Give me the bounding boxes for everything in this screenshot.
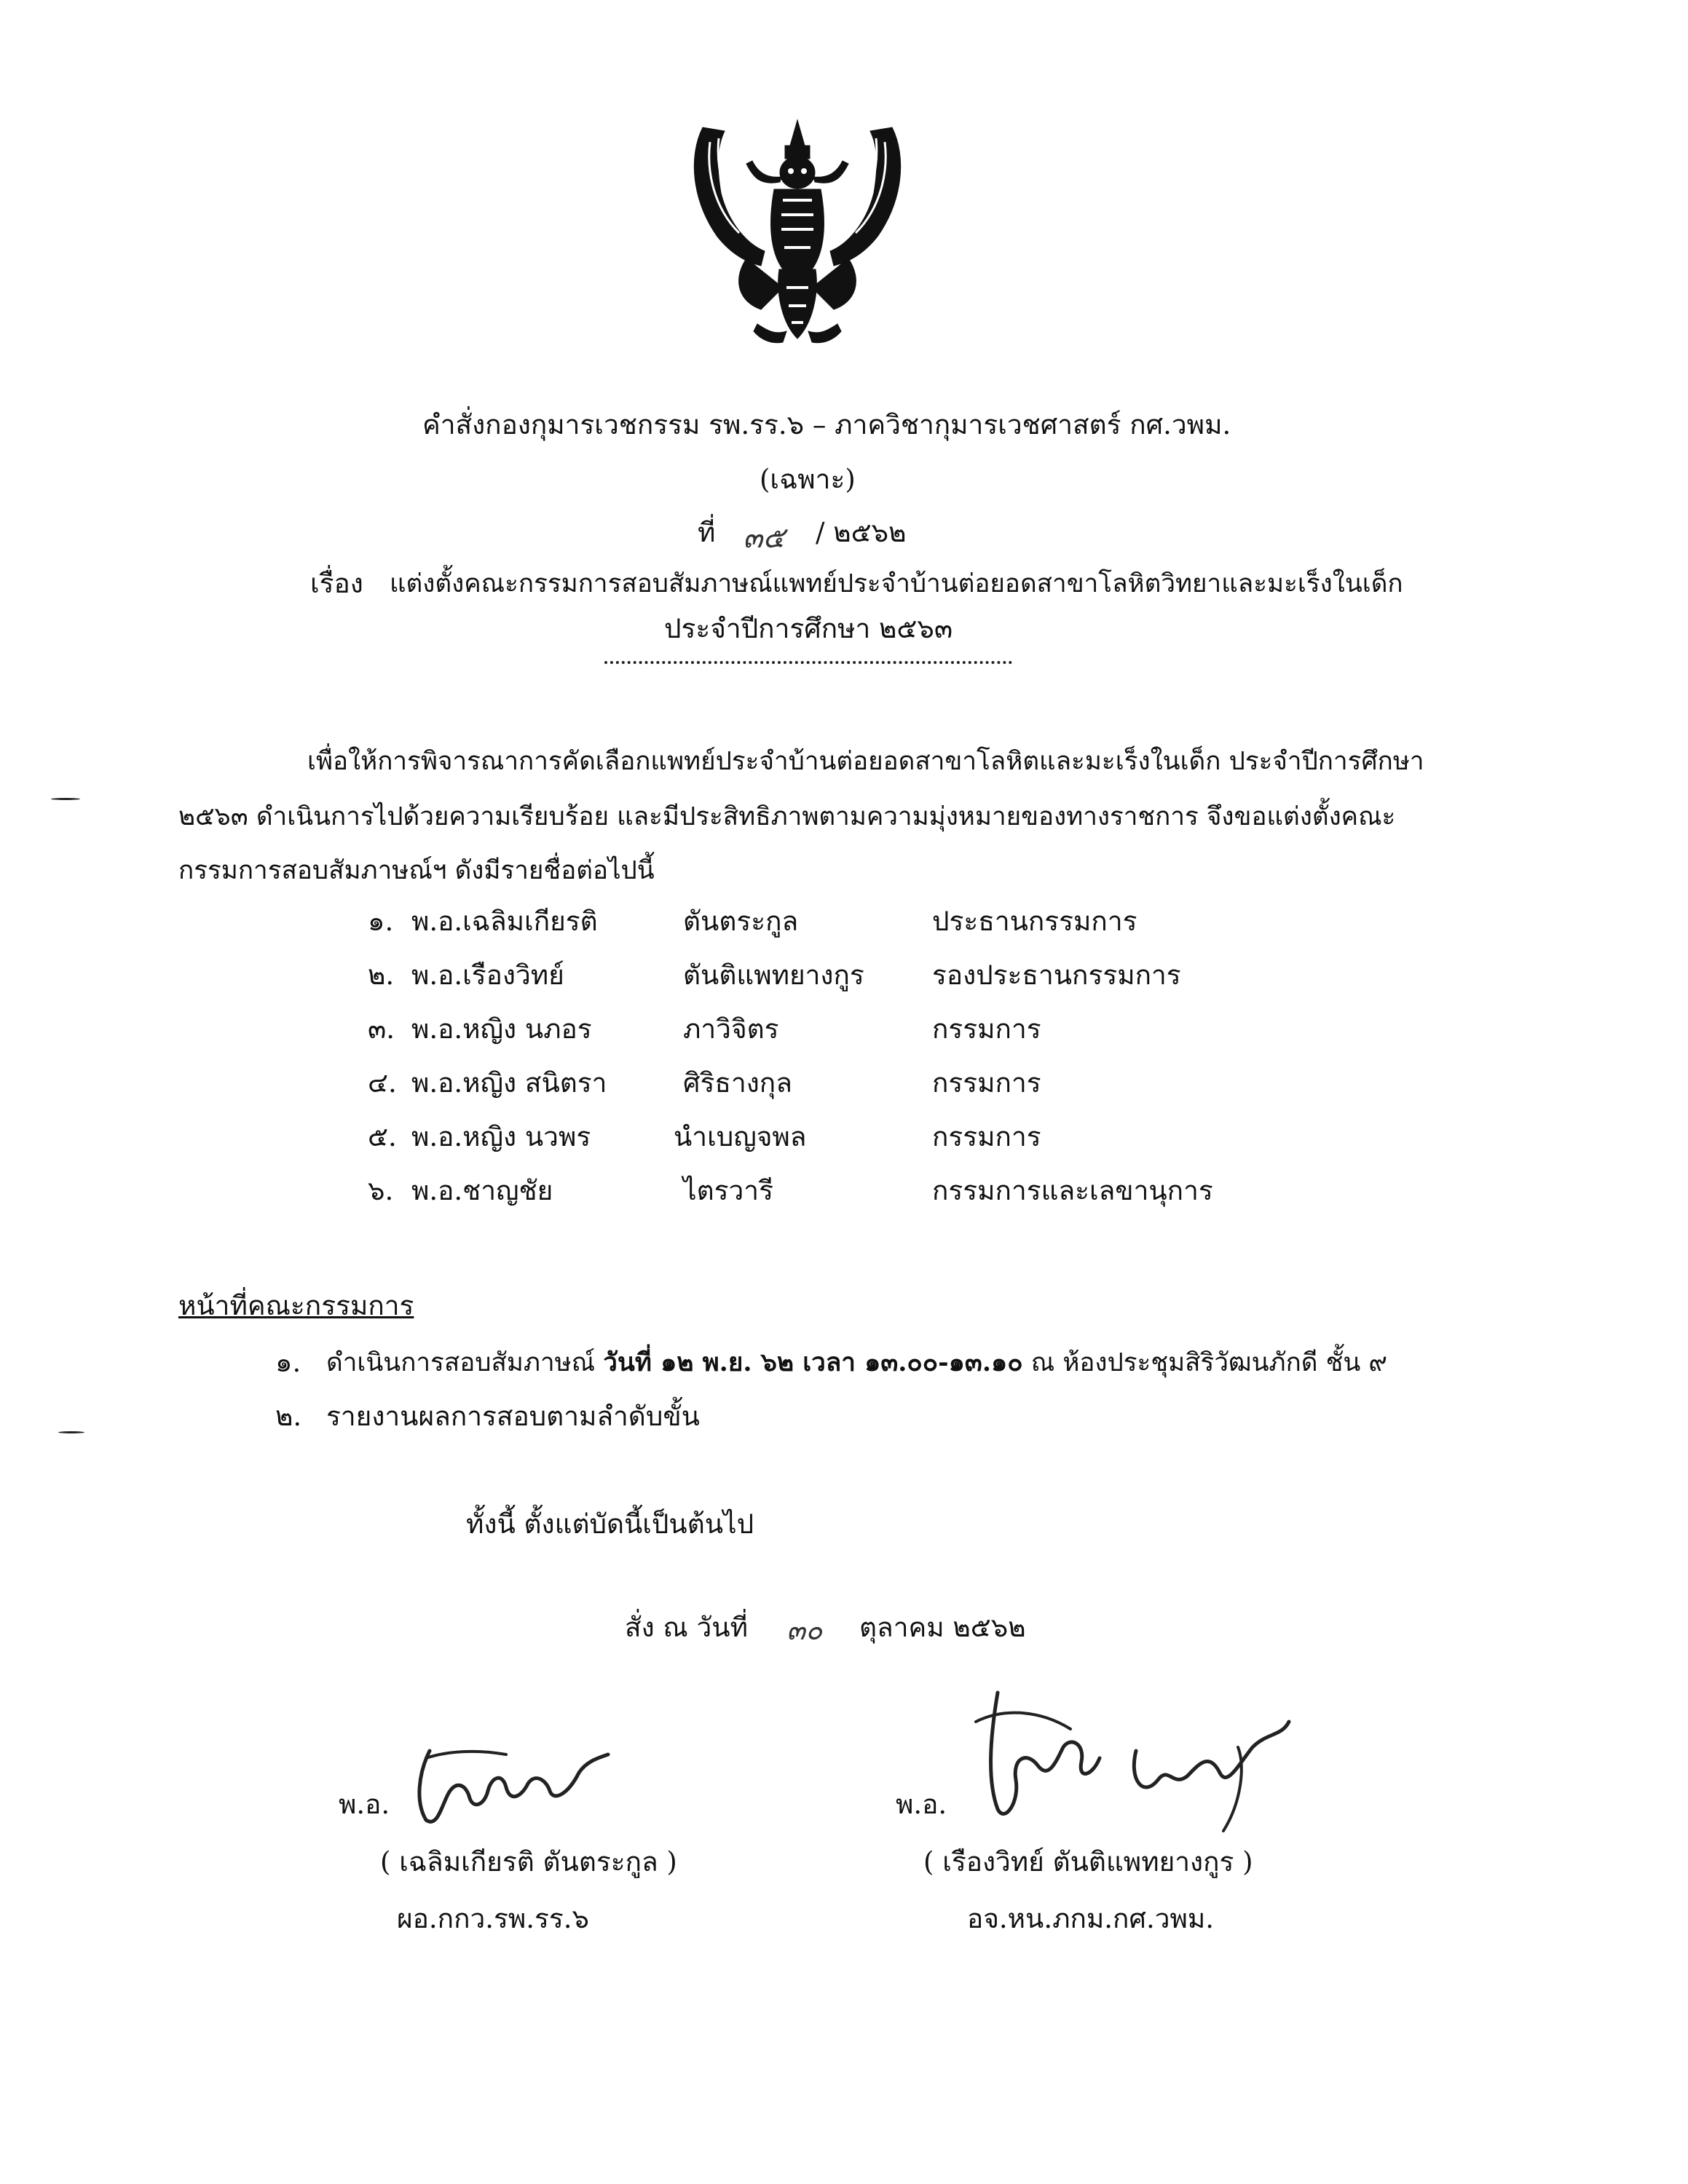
- right-signer-rank: พ.อ.: [896, 1789, 947, 1820]
- committee-first-name: พ.อ.เรืองวิทย์: [411, 960, 564, 991]
- committee-last-name: นำเบญจพล: [674, 1121, 807, 1152]
- right-signature-icon: [947, 1678, 1325, 1845]
- left-signature-icon: [397, 1729, 630, 1831]
- committee-first-name: พ.อ.หญิง นวพร: [411, 1121, 591, 1152]
- duty-item1-location: ณ ห้องประชุมสิริวัฒนภักดี ชั้น ๙: [1030, 1348, 1388, 1377]
- committee-num: ๒.: [368, 960, 395, 991]
- duty-item2: รายงานผลการสอบตามลำดับขั้น: [326, 1401, 700, 1432]
- left-signer-rank: พ.อ.: [339, 1789, 390, 1820]
- committee-num: ๓.: [368, 1013, 395, 1045]
- order-number-year: / ๒๕๖๒: [816, 517, 907, 548]
- subject-line1: แต่งตั้งคณะกรรมการสอบสัมภาษณ์แพทย์ประจำบ้านต่อยอดสาขาโลหิตวิทยาและมะเร็งในเด็ก: [390, 569, 1403, 598]
- garuda-emblem-icon: [688, 113, 907, 353]
- scan-mark: [51, 798, 80, 800]
- committee-first-name: พ.อ.หญิง นภอร: [411, 1013, 592, 1045]
- subject-label: เรื่อง: [310, 568, 363, 599]
- duty-num: ๑.: [275, 1347, 301, 1378]
- committee-num: ๔.: [368, 1067, 397, 1099]
- order-title: คำสั่งกองกุมารเวชกรรม รพ.รร.๖ – ภาควิชากุมารเวชศาสตร์ กศ.วพม.: [422, 409, 1231, 440]
- order-number-handwritten: ๓๕: [743, 521, 785, 555]
- committee-num: ๖.: [368, 1175, 394, 1206]
- paragraph-line3: กรรมการสอบสัมภาษณ์ฯ ดังมีรายชื่อต่อไปนี้: [178, 856, 655, 885]
- subject-line2: ประจำปีการศึกษา ๒๕๖๓: [664, 613, 953, 644]
- committee-role: กรรมการ: [932, 1067, 1041, 1099]
- committee-num: ๑.: [368, 906, 394, 937]
- effective-statement: ทั้งนี้ ตั้งแต่บัดนี้เป็นต้นไป: [466, 1508, 754, 1540]
- order-number-label: ที่: [698, 517, 716, 548]
- order-date-suffix: ตุลาคม ๒๕๖๒: [859, 1612, 1026, 1643]
- left-signer-name: ( เฉลิมเกียรติ ตันตระกูล ): [380, 1846, 677, 1878]
- committee-last-name: ภาวิจิตร: [683, 1013, 779, 1045]
- order-date-day: ๓๐: [786, 1614, 823, 1646]
- committee-num: ๕.: [368, 1121, 397, 1152]
- duty-item1-text: ดำเนินการสอบสัมภาษณ์: [326, 1348, 596, 1377]
- committee-role: กรรมการและเลขานุการ: [932, 1175, 1213, 1206]
- committee-last-name: ตันตระกูล: [683, 906, 799, 937]
- right-signer-position: อจ.หน.ภกม.กศ.วพม.: [967, 1903, 1215, 1934]
- scan-mark: [58, 1431, 84, 1433]
- committee-last-name: ศิริธางกุล: [683, 1067, 792, 1099]
- duty-item1: [326, 1345, 1387, 1380]
- committee-first-name: พ.อ.หญิง สนิตรา: [411, 1067, 607, 1099]
- classification-label: (เฉพาะ): [760, 464, 856, 495]
- duties-heading: หน้าที่คณะกรรมการ: [178, 1290, 414, 1321]
- committee-last-name: ตันติแพทยางกูร: [683, 960, 864, 991]
- header-divider: [604, 661, 1012, 664]
- committee-last-name: ไตรวารี: [683, 1175, 773, 1206]
- committee-role: รองประธานกรรมการ: [932, 960, 1181, 991]
- committee-role: กรรมการ: [932, 1121, 1041, 1152]
- order-date-prefix: สั่ง ณ วันที่: [625, 1612, 748, 1643]
- left-signer-position: ผอ.กกว.รพ.รร.๖: [397, 1903, 590, 1934]
- duty-item1-datetime: วันที่ ๑๒ พ.ย. ๖๒ เวลา ๑๓.๐๐-๑๓.๑๐: [603, 1348, 1023, 1377]
- committee-first-name: พ.อ.ชาญชัย: [411, 1175, 553, 1206]
- duty-num: ๒.: [275, 1401, 302, 1432]
- committee-first-name: พ.อ.เฉลิมเกียรติ: [411, 906, 598, 937]
- paragraph-line1: เพื่อให้การพิจารณาการคัดเลือกแพทย์ประจำบ้านต่อยอดสาขาโลหิตและมะเร็งในเด็ก ประจำปีการศึกษา: [307, 747, 1424, 776]
- committee-role: กรรมการ: [932, 1013, 1041, 1045]
- paragraph-line2: ๒๕๖๓ ดำเนินการไปด้วยความเรียบร้อย และมีประสิทธิภาพตามความมุ่งหมายของทางราชการ จึงขอแต่งตั้งคณะ: [178, 802, 1396, 831]
- committee-role: ประธานกรรมการ: [932, 906, 1137, 937]
- right-signer-name: ( เรืองวิทย์ ตันติแพทยางกูร ): [923, 1846, 1253, 1878]
